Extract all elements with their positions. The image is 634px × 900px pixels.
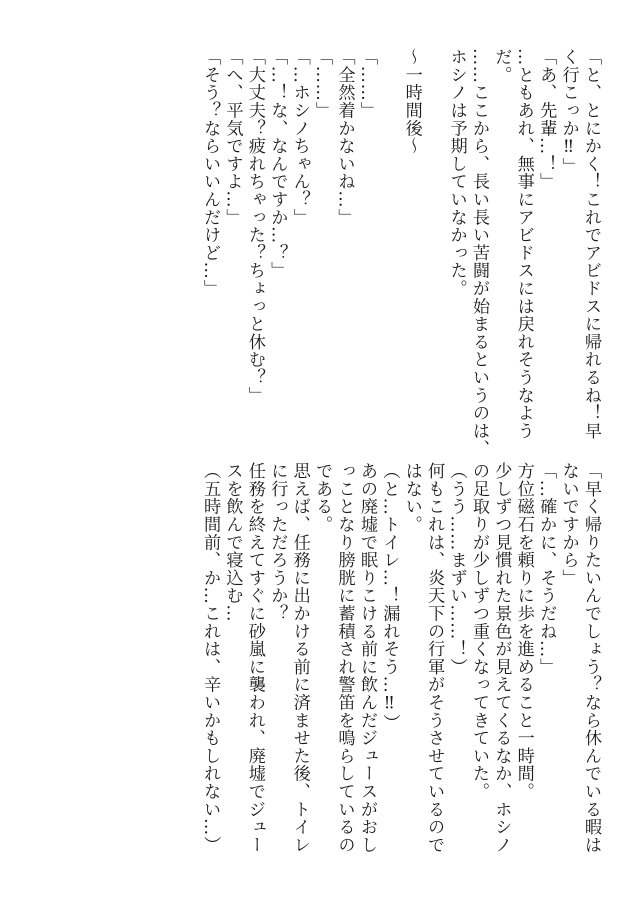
- text-line: っことなり膀胱に蓄積され警笛を鳴らしているの: [334, 462, 355, 854]
- text-line: く行こっか‼」: [558, 48, 579, 176]
- blank-line: [378, 48, 400, 423]
- text-line: 方位磁石を頼りに歩を進めること一時間。: [513, 462, 534, 801]
- text-line: 「大丈夫？疲れちゃった？ちょっと休む？」: [244, 48, 265, 404]
- upper-text-block: [199, 48, 602, 458]
- text-line: 「…確かに、そうだね…」: [536, 462, 557, 676]
- scene-break-heading: 〜一時間後〜: [401, 48, 422, 155]
- text-line: （と…トイレ…！漏れそう…‼）: [379, 462, 400, 732]
- text-line: の足取りが少しずつ重くなってきていた。: [468, 462, 489, 801]
- text-line: 「……」: [312, 48, 333, 120]
- text-line: 思えば、任務に出かける前に済ませた後、トイレ: [289, 462, 310, 854]
- text-line: ホシノは予期していなかった。: [446, 48, 467, 298]
- text-line: 何もこれは、炎天下の行軍がそうさせているので: [424, 462, 445, 854]
- text-line: スを飲んで寝込む…: [222, 462, 243, 623]
- text-line: あの廃墟で眠りこける前に飲んだジュースがおし: [356, 462, 377, 854]
- text-line: である。: [312, 462, 333, 534]
- text-line: 「……」: [356, 48, 377, 120]
- text-line: ないですから」: [558, 462, 579, 587]
- text-line: だ。: [491, 48, 512, 84]
- text-line: 少しずつ見慣れた景色が見えてくるなか、ホシノ: [491, 462, 512, 854]
- text-line: 「…ホシノちゃん？」: [289, 48, 310, 226]
- text-line: 「…！な、なんですか…？」: [267, 48, 288, 280]
- text-line: 「へ、平気ですよ…」: [222, 48, 243, 226]
- text-line: に行っただろうか？: [267, 462, 288, 623]
- text-line: 「そう？ならいいんだけど…」: [200, 48, 221, 298]
- text-line: 「と、とにかく！これでアビドスに帰れるね！早: [581, 48, 601, 440]
- blank-line: [423, 48, 445, 423]
- text-line: 「あ、先輩…！」: [536, 48, 557, 191]
- text-line: 「全然着かないね…」: [334, 48, 355, 226]
- text-line: （うう……まずい……！）: [446, 462, 467, 676]
- text-line: 「早く帰りたいんでしょう？なら休んでいる暇は: [581, 462, 601, 854]
- text-line: （五時間前、か…これは、辛いかもしれない…）: [200, 462, 221, 854]
- text-line: ……ここから、長い長い苦闘が始まるというのは、: [468, 48, 489, 458]
- lower-text-block: [199, 462, 602, 852]
- text-line: …ともあれ、無事にアビドスには戻れそうなよう: [513, 48, 534, 440]
- text-line: 任務を終えてすぐに砂嵐に襲われ、廃墟でジュー: [244, 462, 265, 854]
- text-line: はない。: [401, 462, 422, 534]
